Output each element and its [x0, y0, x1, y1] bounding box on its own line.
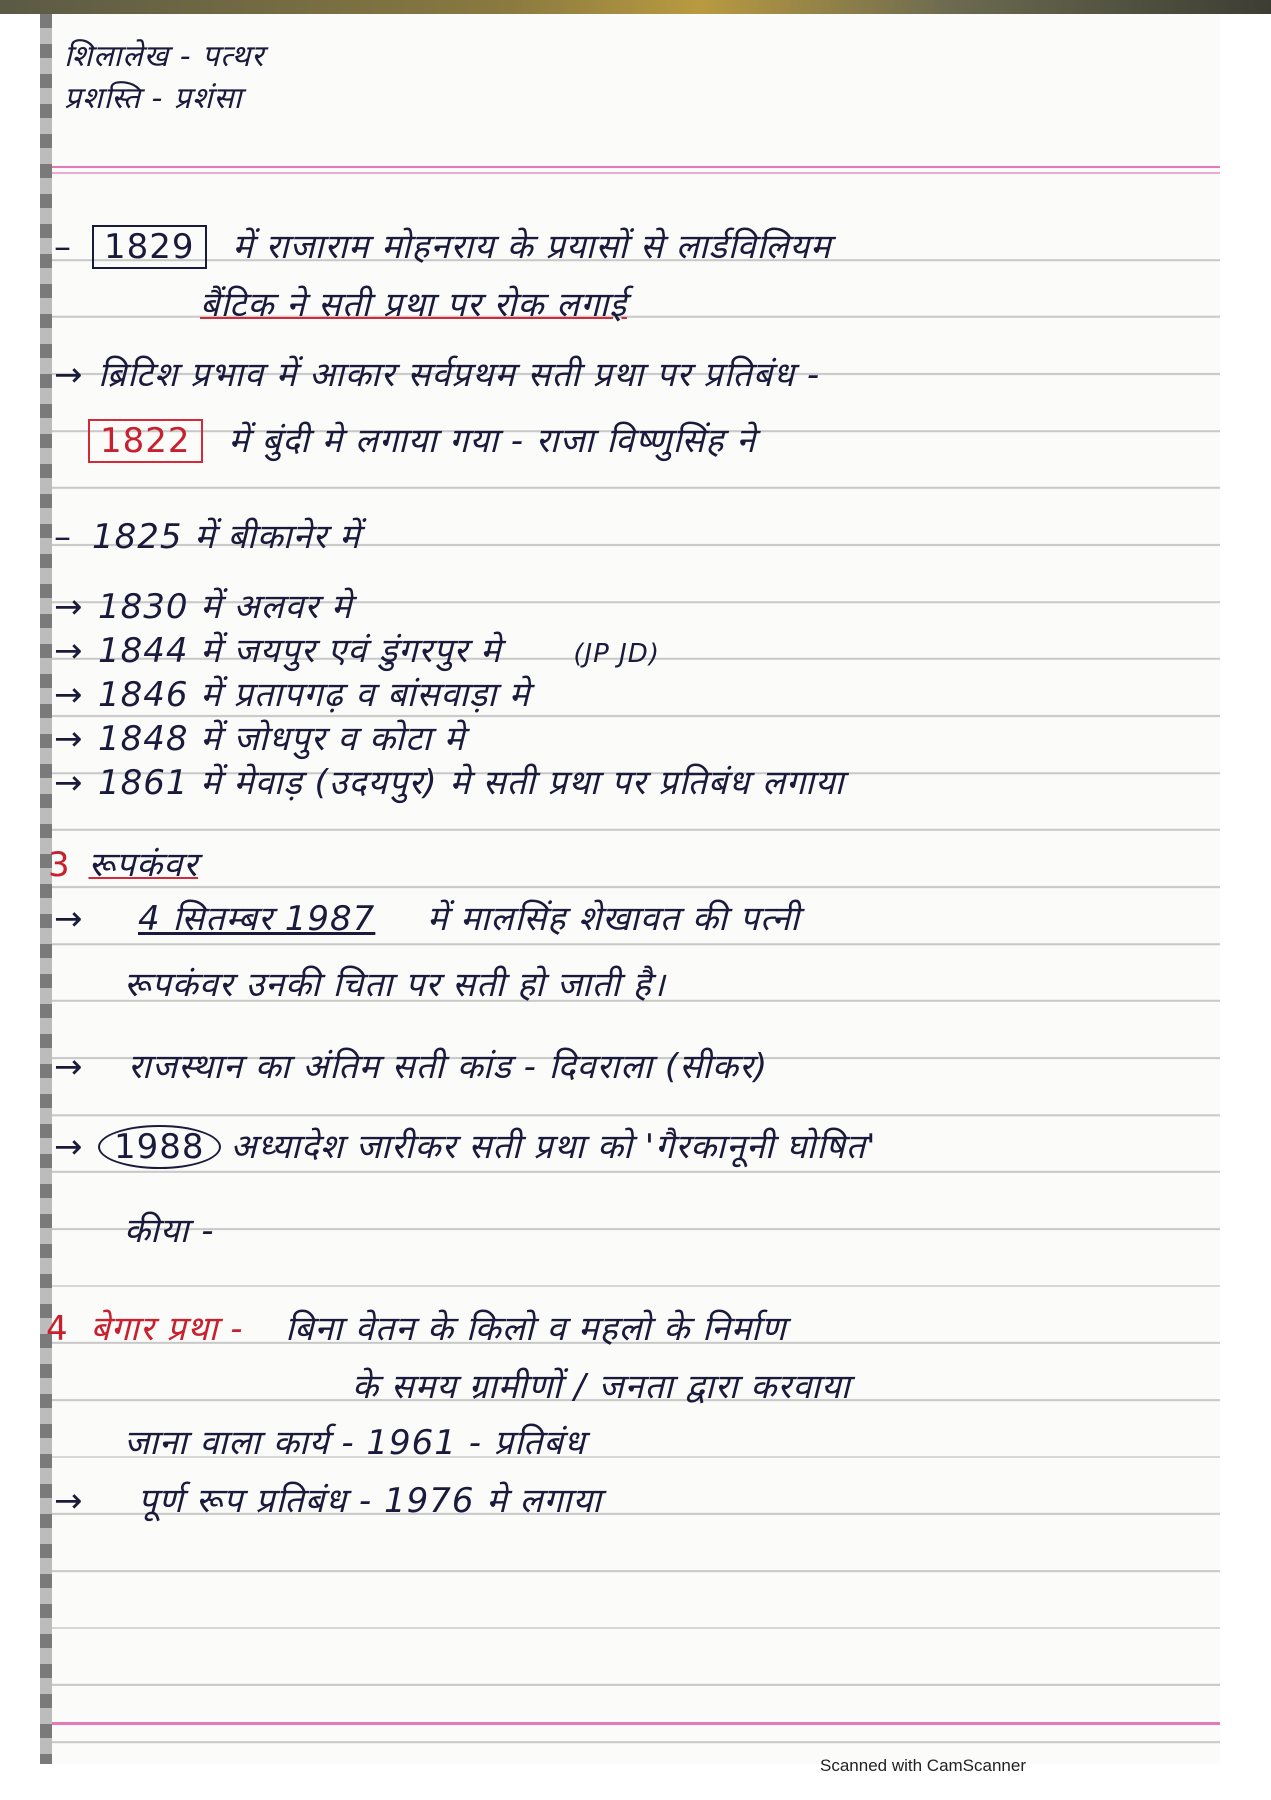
- jaipur-note: (JP JD): [573, 639, 660, 669]
- date-text: 4 सितम्बर 1987: [138, 899, 376, 939]
- begar-line-d: → पूर्ण रूप प्रतिबंध - 1976 मे लगाया: [54, 1481, 602, 1521]
- begar-line-c: जाना वाला कार्य - 1961 - प्रतिबंध: [124, 1423, 586, 1463]
- ordinance-line: → 1988 अध्यादेश जारीकर सती प्रथा को 'गैरकानूनी घोषित': [54, 1127, 877, 1167]
- arrow-marker: →: [54, 1047, 84, 1087]
- glossary-line-1: शिलालेख - पत्थर: [64, 39, 265, 74]
- roopkanwar-date-line: → 4 सितम्बर 1987 में मालसिंह शेखावत की पत्नी: [54, 899, 801, 939]
- arrow-marker: →: [54, 763, 84, 803]
- british-influence-line: → ब्रिटिश प्रभाव में आकार सर्वप्रथम सती प्रथा पर प्रतिबंध -: [54, 355, 821, 395]
- arrow-marker: →: [54, 899, 84, 939]
- sati-1829-line-b: बैंटिक ने सती प्रथा पर रोक लगाई: [200, 285, 627, 325]
- section-number: 4: [46, 1309, 69, 1349]
- timeline-item: → 1846 में प्रतापगढ़ व बांसवाड़ा मे: [54, 675, 531, 715]
- timeline-item: → 1848 में जोधपुर व कोटा मे: [54, 719, 466, 759]
- timeline-item: → 1844 में जयपुर एवं डुंगरपुर मे (JP JD): [54, 631, 660, 671]
- arrow-marker: →: [54, 355, 84, 395]
- begar-heading-line: 4 बेगार प्रथा - बिना वेतन के किलो व महलो के निर्माण: [46, 1309, 787, 1349]
- begar-heading: बेगार प्रथा -: [90, 1309, 244, 1349]
- arrow-marker: →: [54, 587, 84, 627]
- roopkanwar-heading: 3 रूपकंवर: [48, 845, 199, 885]
- dash-marker: –: [54, 517, 72, 557]
- margin-rule-bottom: [52, 1722, 1220, 1725]
- ordinance-line-b: कीया -: [124, 1211, 215, 1251]
- timeline-item: → 1861 में मेवाड़ (उदयपुर) मे सती प्रथा पर प्रतिबंध लगाया: [54, 763, 845, 803]
- begar-line-b: के समय ग्रामीणों / जनता द्वारा करवाया: [352, 1367, 851, 1407]
- year-box-1829: 1829: [92, 225, 207, 269]
- dash-marker: –: [54, 227, 72, 267]
- sati-1829-text: में राजाराम मोहनराय के प्रयासों से लार्डविलियम: [232, 227, 832, 267]
- arrow-marker: →: [54, 675, 84, 715]
- bikaner-line: – 1825 में बीकानेर में: [54, 517, 361, 557]
- section-number: 3: [48, 845, 71, 885]
- sati-1829-line: [54, 222, 831, 269]
- notebook-page: [46, 14, 1220, 1764]
- timeline-item: → 1830 में अलवर मे: [54, 587, 353, 627]
- glossary-line-2: प्रशस्ति - प्रशंसा: [64, 81, 243, 116]
- arrow-marker: →: [54, 1127, 84, 1167]
- roopkanwar-line-b: रूपकंवर उनकी चिता पर सती हो जाती है।: [124, 965, 666, 1005]
- photo-edge: [0, 0, 1271, 14]
- arrow-marker: →: [54, 719, 84, 759]
- bundi-line: 1822 में बुंदी मे लगाया गया - राजा विष्णुसिंह ने: [88, 416, 756, 463]
- year-box-1822: 1822: [88, 419, 203, 463]
- scanner-watermark: Scanned with CamScanner: [820, 1756, 1027, 1775]
- arrow-marker: →: [54, 1481, 84, 1521]
- last-incident-line: → राजस्थान का अंतिम सती कांड - दिवराला (सीकर): [54, 1047, 769, 1087]
- arrow-marker: →: [54, 631, 84, 671]
- year-circle-1988: 1988: [98, 1125, 221, 1169]
- margin-rule-top: [52, 166, 1220, 174]
